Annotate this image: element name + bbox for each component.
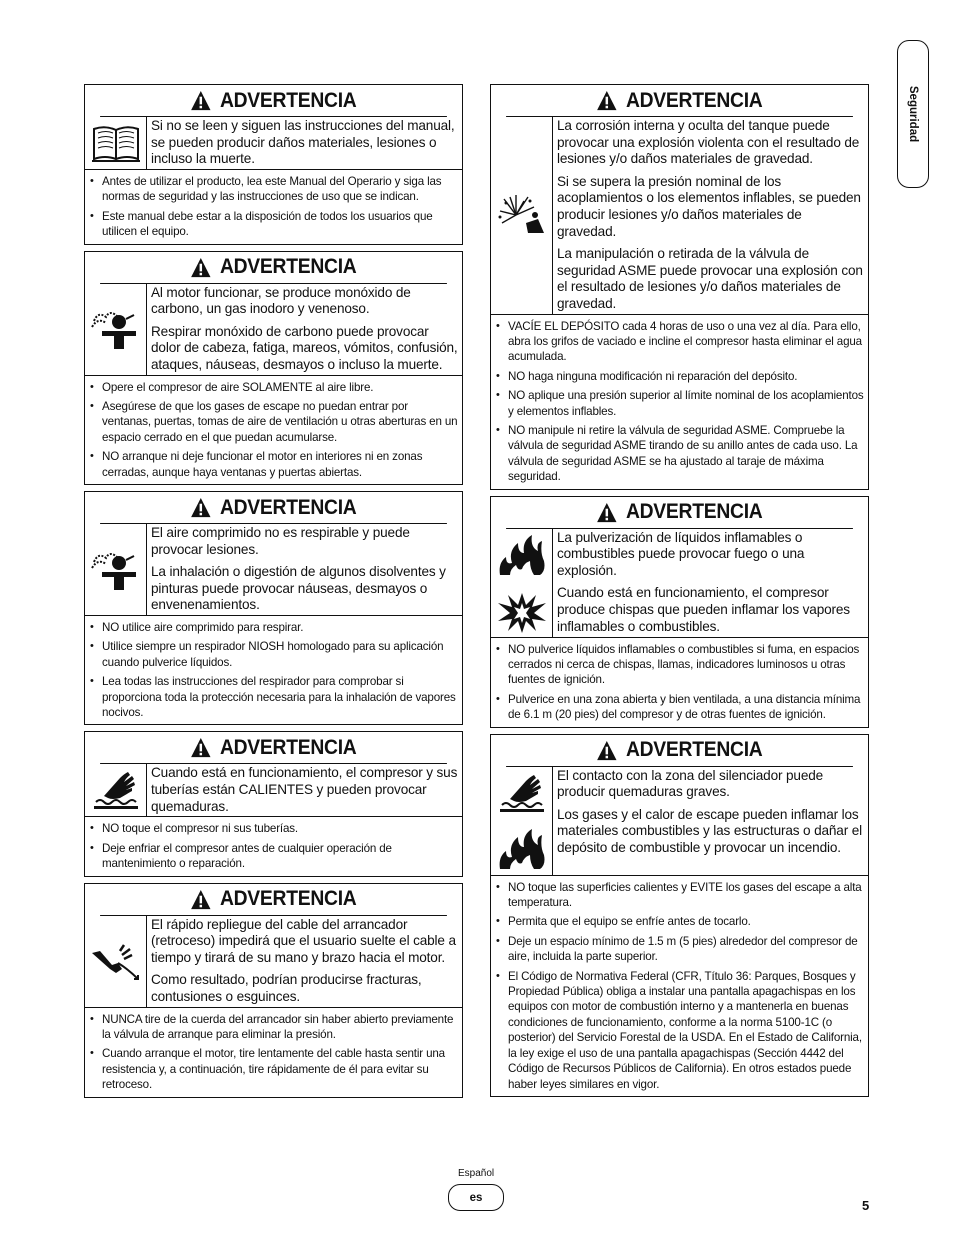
safety-instruction-item: • Antes de utilizar el producto, lea este Manual del Operario y siga las normas de seguridad y las instrucciones de uso que se indican.	[85, 174, 458, 205]
warning-message	[147, 284, 462, 375]
safety-instruction-item: • Deje enfriar el compresor antes de cualquier operación de mantenimiento o reparación.	[85, 841, 458, 872]
warning-header	[100, 252, 447, 284]
warning-paragraph: Los gases y el calor de escape pueden inflamar los materiales combustibles y las estructuras o dañar el depósito de combustible y provocar un incendio.	[557, 806, 862, 855]
safety-instruction-item: • NO arranque ni deje funcionar el motor en interiores ni en zonas cerradas, aunque haya ventanas y puertas abiertas.	[85, 449, 458, 480]
warning-box	[490, 84, 869, 490]
warning-body	[85, 284, 462, 376]
safety-instruction-item: • NO manipule ni retire la válvula de seguridad ASME. Compruebe la válvula de seguridad ASME tirando de su anillo antes de cada uso. La válvula de seguridad ASME se ha ajustado al taraje de máxima seguridad.	[491, 423, 864, 485]
warning-paragraph: La inhalación o digestión de algunos disolventes y pinturas puede provocar náuseas, desmayos o envenenamientos.	[151, 564, 446, 613]
safety-instruction-item: • NO toque el compresor ni sus tuberías.	[85, 821, 458, 836]
warning-paragraph: Al motor funcionar, se produce monóxido de carbono, un gas inodoro y venenoso.	[151, 284, 411, 317]
safety-instructions	[85, 376, 462, 484]
safety-instruction-item: • NO aplique una presión superior al límite nominal de los acoplamientos y elementos inflables.	[491, 388, 864, 419]
warning-triangle-icon	[191, 257, 212, 278]
warning-body	[491, 529, 868, 638]
safety-instruction-item: • Opere el compresor de aire SOLAMENTE al aire libre.	[85, 380, 458, 395]
warning-paragraph: La corrosión interna y oculta del tanque puede provocar una explosión violenta con el resultado de lesiones y/o daños materiales de gravedad.	[557, 118, 860, 167]
safety-instruction-item: • Pulverice en una zona abierta y bien ventilada, a una distancia mínima de 6.1 m (20 pies) del compresor y de otras fuentes de ignición.	[491, 692, 864, 723]
warning-paragraph: El contacto con la zona del silenciador puede producir quemaduras graves.	[557, 767, 824, 800]
warning-title: ADVERTENCIA	[625, 738, 763, 762]
warning-icons	[85, 764, 147, 816]
warning-header	[100, 884, 447, 916]
safety-instruction-item: • NO utilice aire comprimido para respirar.	[85, 620, 458, 635]
safety-instruction-item: • Utilice siempre un respirador NIOSH homologado para su aplicación cuando pulverice líquidos.	[85, 639, 458, 670]
warning-triangle-icon	[191, 737, 212, 758]
hot-surface-hand-icon	[496, 771, 548, 815]
safety-instruction-item: • VACÍE EL DEPÓSITO cada 4 horas de uso o una vez al día. Para ello, abra los grifos de vaciado e incline el compresor hasta eliminar el agua acumulada.	[491, 319, 864, 365]
footer-lang-code: es	[448, 1184, 504, 1211]
warning-paragraph: El aire comprimido no es respirable y puede provocar lesiones.	[151, 525, 410, 557]
safety-instruction-item: • Deje un espacio mínimo de 1.5 m (5 pies) alrededor del compresor de aire, incluida la parte superior.	[491, 934, 864, 965]
safety-instructions	[85, 170, 462, 244]
safety-instruction-item: • Este manual debe estar a la disposición de todos los usuarios que utilicen el equipo.	[85, 209, 458, 240]
warning-title: ADVERTENCIA	[219, 887, 357, 911]
safety-instructions	[85, 616, 462, 724]
warning-header	[100, 732, 447, 764]
warning-box	[84, 251, 463, 485]
manual-book-icon	[90, 121, 142, 165]
section-tab	[897, 40, 929, 188]
toxic-fumes-icon	[90, 307, 142, 351]
warning-paragraph: Cuando está en funcionamiento, el compresor produce chispas que pueden inflamar los vapores inflamables o combustibles.	[557, 585, 850, 634]
safety-instruction-item: • Cuando arranque el motor, tire lentamente del cable hasta sentir una resistencia y, a continuación, tire rápidamente de él para evitar su retroceso.	[85, 1046, 458, 1092]
warning-box	[84, 883, 463, 1098]
page-number: 5	[862, 1198, 870, 1213]
warning-body	[491, 767, 868, 876]
warning-icons	[491, 117, 553, 314]
warning-paragraph: El rápido repliegue del cable del arrancador (retroceso) impedirá que el usuario suelte el cable a tiempo y tirará de su mano y brazo hacia el motor.	[151, 916, 456, 965]
recoil-arm-icon	[90, 939, 142, 983]
warning-message	[553, 767, 868, 875]
safety-instruction-item: • NO toque las superficies calientes y EVITE los gases del escape a alta temperatura.	[491, 880, 864, 911]
warning-triangle-icon	[191, 90, 212, 111]
fire-icon	[496, 827, 548, 871]
safety-instruction-item: • El Código de Normativa Federal (CFR, Título 36: Parques, Bosques y Propiedad Pública) obliga a instalar una pantalla apagachispas en los equipos con motor de combustión interno y a mantenerla en buenas condiciones de funcionamiento, conforme a la norma 5100-1C (o posterior) del Servicio Forestal de la USDA. En el Estado de California, la ley exige el uso de una pantalla apagachispas (Sección 4442 del Código de Recursos Públicos de California). En otros estados puede haber leyes similares en vigor.	[491, 969, 864, 1092]
safety-instructions	[491, 638, 868, 727]
warning-triangle-icon	[597, 90, 618, 111]
warning-icons	[85, 916, 147, 1007]
warning-triangle-icon	[597, 502, 618, 523]
warning-paragraph: Si se supera la presión nominal de los acoplamientos o los elementos inflables, se pueden producir lesiones y/o daños materiales de gravedad.	[557, 173, 861, 239]
warning-message	[553, 117, 868, 314]
warning-icons	[85, 117, 147, 169]
right-column	[490, 84, 869, 1103]
spark-explosion-icon	[496, 589, 548, 633]
warning-header	[100, 85, 447, 117]
warning-message	[553, 529, 868, 637]
section-tab-label: Seguridad	[907, 85, 919, 143]
warning-title: ADVERTENCIA	[219, 735, 357, 759]
safety-instruction-item: • NUNCA tire de la cuerda del arrancador sin haber abierto previamente la válvula de arranque para eliminar la presión.	[85, 1012, 458, 1043]
left-column	[84, 84, 463, 1104]
safety-instruction-item: • Lea todas las instrucciones del respirador para comprobar si proporciona toda la protección necesaria para la inhalación de vapores nocivos.	[85, 674, 458, 720]
warning-paragraph: Cuando está en funcionamiento, el compresor y sus tuberías están CALIENTES y pueden provocar quemaduras.	[151, 765, 458, 814]
warning-body	[85, 764, 462, 817]
warning-header	[506, 735, 853, 767]
warning-header	[506, 497, 853, 529]
warning-box	[490, 496, 869, 728]
safety-instructions	[491, 876, 868, 1096]
warning-paragraph: Como resultado, podrían producirse fracturas, contusiones o esguinces.	[151, 972, 422, 1005]
warning-message	[147, 764, 462, 816]
warning-box	[84, 84, 463, 245]
warning-title: ADVERTENCIA	[219, 495, 357, 519]
warning-box	[84, 491, 463, 725]
warning-body	[85, 117, 462, 170]
warning-title: ADVERTENCIA	[219, 255, 357, 279]
safety-instruction-item: • NO pulverice líquidos inflamables o combustibles si fuma, en espacios cerrados ni cerca de chispas, llamas, indicadores luminosos u otras fuentes de ignición.	[491, 642, 864, 688]
warning-box	[490, 734, 869, 1097]
warning-body	[85, 916, 462, 1008]
warning-paragraph: Si no se leen y siguen las instrucciones del manual, se pueden producir daños materiales, lesiones o incluso la muerte.	[151, 118, 455, 167]
warning-icons	[491, 529, 553, 637]
fire-icon	[496, 533, 548, 577]
warning-paragraph: Respirar monóxido de carbono puede provocar dolor de cabeza, fatiga, mareos, vómitos, confusión, ataques, náuseas, desmayos o incluso la muerte.	[151, 323, 458, 372]
safety-instruction-item: • Asegúrese de que los gases de escape no puedan entrar por ventanas, puertas, tomas de aire de ventilación u otras aberturas en un espacio cerrado en el que puedan acumularse.	[85, 399, 458, 445]
warning-box	[84, 731, 463, 876]
warning-triangle-icon	[191, 497, 212, 518]
warning-icons	[491, 767, 553, 875]
warning-message	[147, 916, 462, 1007]
warning-header	[506, 85, 853, 117]
warning-paragraph: La pulverización de líquidos inflamables o combustibles puede provocar fuego o una explosión.	[557, 529, 805, 578]
warning-title: ADVERTENCIA	[625, 500, 763, 524]
safety-instructions	[85, 817, 462, 875]
footer-language: Español	[458, 1168, 495, 1179]
warning-body	[85, 524, 462, 616]
explosion-icon	[496, 193, 548, 237]
warning-title: ADVERTENCIA	[219, 88, 357, 112]
safety-instruction-item: • Permita que el equipo se enfríe antes de tocarlo.	[491, 914, 864, 929]
warning-icons	[85, 284, 147, 375]
warning-body	[491, 117, 868, 315]
safety-instructions	[491, 315, 868, 489]
warning-icons	[85, 524, 147, 615]
safety-instructions	[85, 1008, 462, 1097]
warning-message	[147, 117, 462, 169]
warning-triangle-icon	[597, 740, 618, 761]
hot-surface-hand-icon	[90, 768, 142, 812]
warning-header	[100, 492, 447, 524]
warning-title: ADVERTENCIA	[625, 88, 763, 112]
warning-paragraph: La manipulación o retirada de la válvula de seguridad ASME puede provocar una explosión con el resultado de lesiones y/o daños materiales de gravedad.	[557, 246, 863, 311]
safety-instruction-item: • NO haga ninguna modificación ni reparación del depósito.	[491, 369, 864, 384]
warning-triangle-icon	[191, 889, 212, 910]
warning-message	[147, 524, 462, 615]
toxic-fumes-icon	[90, 548, 142, 592]
